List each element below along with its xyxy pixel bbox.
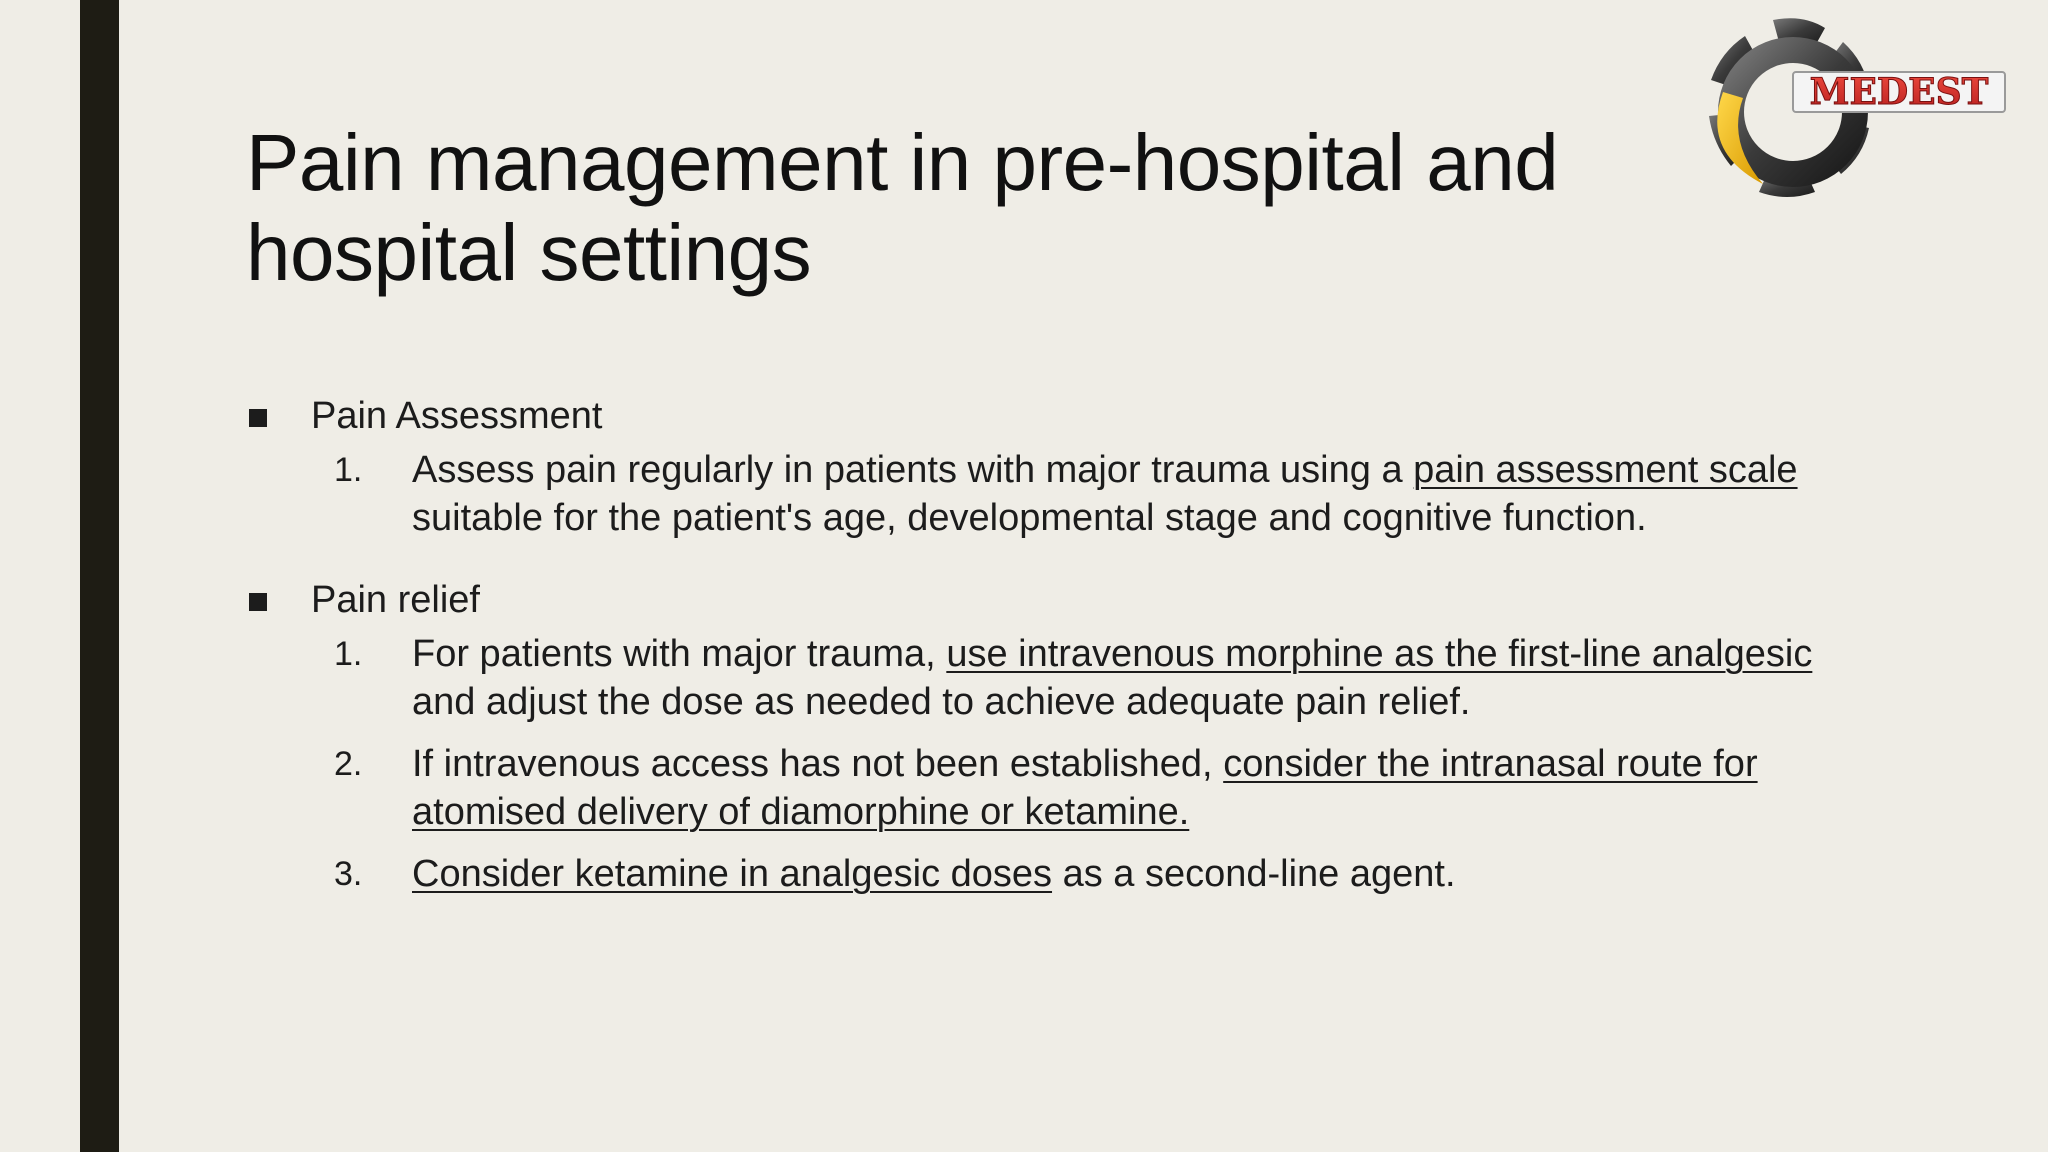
item-text <box>412 630 1872 726</box>
underlined-text: pain assessment scale <box>1413 449 1798 491</box>
logo-text: MEDEST <box>1809 71 1989 113</box>
bullet-row <box>246 384 1846 446</box>
item-text <box>412 446 1872 542</box>
item-number: 3. <box>334 855 363 893</box>
underlined-text: consider the intranasal route for atomised delivery of diamorphine or ketamine. <box>412 743 1758 833</box>
text-segment: and adjust the dose as needed to achieve adequate pain relief. <box>412 681 1471 723</box>
section-heading: Pain relief <box>311 579 480 621</box>
list-item <box>246 850 1846 898</box>
item-number: 1. <box>334 635 363 673</box>
text-segment: If intravenous access has not been established, <box>412 743 1224 785</box>
slide-title <box>246 118 1726 298</box>
text-segment: suitable for the patient's age, developmental stage and cognitive function. <box>412 497 1647 539</box>
section-pain-relief <box>246 568 1846 898</box>
bullet-row <box>246 568 1846 630</box>
numbered-list <box>246 446 1846 542</box>
square-bullet-icon <box>249 409 267 427</box>
underlined-text: Consider ketamine in analgesic doses <box>412 853 1053 895</box>
section-heading: Pain Assessment <box>311 395 603 437</box>
underlined-text: use intravenous morphine as the first-line analgesic <box>946 633 1813 675</box>
slide-content <box>246 384 1846 912</box>
item-text <box>412 850 1872 898</box>
title-line-1: Pain management in pre-hospital and <box>246 118 1559 207</box>
text-segment: as a second-line agent. <box>1052 853 1456 895</box>
numbered-list <box>246 630 1846 898</box>
title-line-2: hospital settings <box>246 208 812 297</box>
gear-logo-icon <box>1705 12 2015 212</box>
square-bullet-icon <box>249 593 267 611</box>
text-segment: Assess pain regularly in patients with major trauma using a <box>412 449 1414 491</box>
list-item <box>246 630 1846 726</box>
list-item <box>246 740 1846 836</box>
item-number: 2. <box>334 745 363 783</box>
medest-logo <box>1705 12 2015 212</box>
text-segment: For patients with major trauma, <box>412 633 947 675</box>
item-number: 1. <box>334 451 363 489</box>
left-accent-bar <box>80 0 119 1152</box>
item-text <box>412 740 1872 836</box>
section-pain-assessment <box>246 384 1846 542</box>
list-item <box>246 446 1846 542</box>
